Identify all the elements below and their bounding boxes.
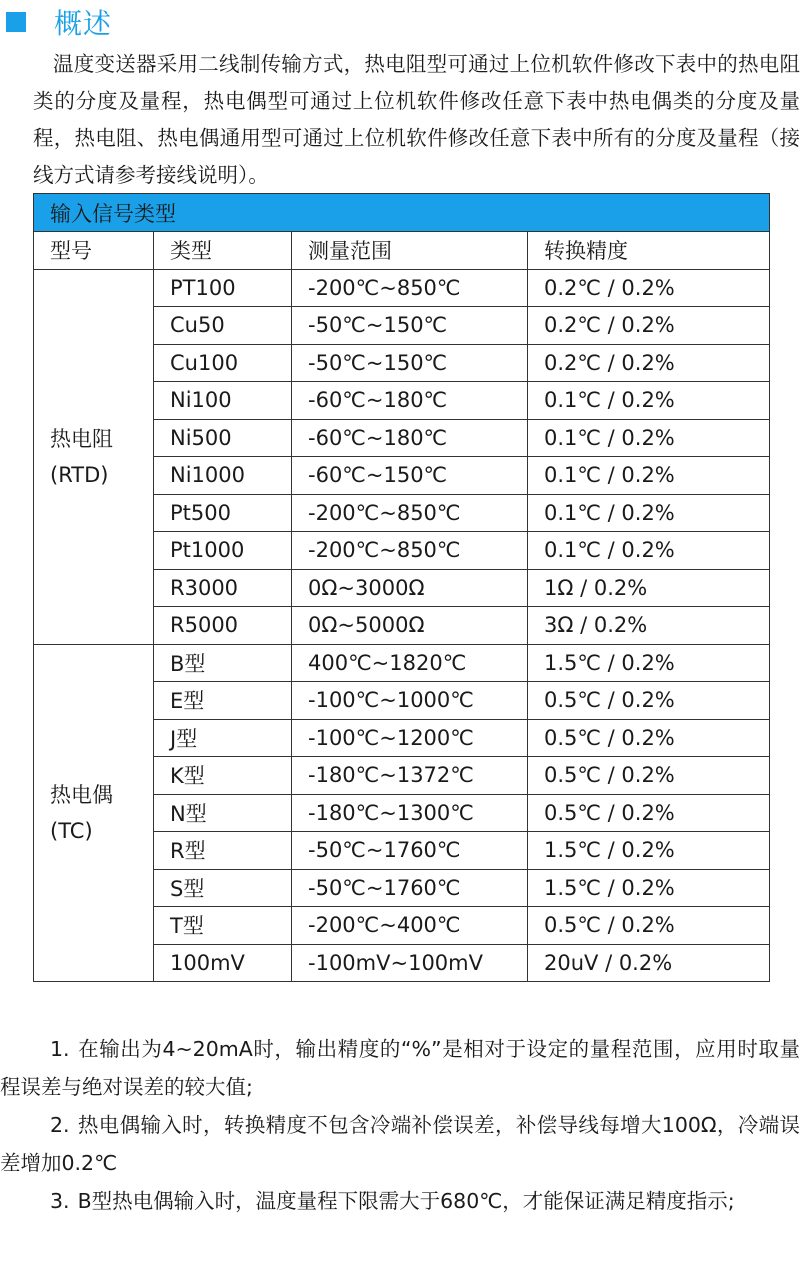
table-body — [34, 269, 770, 982]
cell-type: R型 — [154, 832, 292, 870]
cell-accuracy: 0.5℃ / 0.2% — [528, 719, 770, 757]
section-heading — [6, 0, 112, 44]
cell-range: -180℃~1372℃ — [292, 757, 528, 795]
cell-type: R5000 — [154, 607, 292, 645]
cell-accuracy: 3Ω / 0.2% — [528, 607, 770, 645]
cell-type: Ni1000 — [154, 457, 292, 495]
cell-range: -100mV~100mV — [292, 944, 528, 982]
cell-type: R3000 — [154, 569, 292, 607]
cell-range: 0Ω~3000Ω — [292, 569, 528, 607]
cell-type: Pt1000 — [154, 532, 292, 570]
table-header-row — [34, 232, 770, 270]
cell-range: -60℃~180℃ — [292, 419, 528, 457]
intro-paragraph: 温度变送器采用二线制传输方式，热电阻型可通过上位机软件修改下表中的热电阻类的分度及量程，热电偶型可通过上位机软件修改任意下表中热电偶类的分度及量程，热电阻、热电偶通用型可通过上位机软件修改任意下表中所有的分度及量程（接线方式请参考接线说明）。 — [33, 52, 800, 187]
cell-type: Ni100 — [154, 382, 292, 420]
cell-accuracy: 0.1℃ / 0.2% — [528, 457, 770, 495]
cell-type: PT100 — [154, 269, 292, 307]
cell-type: Pt500 — [154, 494, 292, 532]
note-text: 热电偶输入时，转换精度不包含冷端补偿误差，补偿导线每增大100Ω，冷端误差增加0.2℃ — [0, 1113, 800, 1175]
header-accuracy: 转换精度 — [528, 232, 770, 270]
cell-accuracy: 0.1℃ / 0.2% — [528, 494, 770, 532]
cell-accuracy: 0.1℃ / 0.2% — [528, 532, 770, 570]
cell-type: E型 — [154, 682, 292, 720]
table-banner: 输入信号类型 — [34, 194, 770, 232]
cell-type: J型 — [154, 719, 292, 757]
section-title: 概述 — [54, 7, 113, 40]
header-model: 型号 — [34, 232, 154, 270]
input-signal-table — [33, 193, 770, 982]
cell-type: 100mV — [154, 944, 292, 982]
note-number: 3. — [50, 1189, 70, 1213]
cell-accuracy: 0.1℃ / 0.2% — [528, 419, 770, 457]
group-name: 热电阻 — [50, 426, 113, 451]
cell-accuracy: 0.1℃ / 0.2% — [528, 382, 770, 420]
cell-type: K型 — [154, 757, 292, 795]
group-cell — [34, 269, 154, 644]
cell-range: 0Ω~5000Ω — [292, 607, 528, 645]
note-item — [0, 1106, 800, 1182]
cell-accuracy: 0.2℃ / 0.2% — [528, 269, 770, 307]
cell-type: Ni500 — [154, 419, 292, 457]
cell-accuracy: 1Ω / 0.2% — [528, 569, 770, 607]
table-row — [34, 269, 770, 307]
heading-square-icon — [6, 12, 26, 32]
cell-range: -60℃~150℃ — [292, 457, 528, 495]
cell-accuracy: 1.5℃ / 0.2% — [528, 832, 770, 870]
cell-accuracy: 20uV / 0.2% — [528, 944, 770, 982]
header-range: 测量范围 — [292, 232, 528, 270]
cell-range: -50℃~1760℃ — [292, 869, 528, 907]
cell-type: T型 — [154, 907, 292, 945]
cell-range: -50℃~150℃ — [292, 344, 528, 382]
cell-type: S型 — [154, 869, 292, 907]
cell-accuracy: 0.5℃ / 0.2% — [528, 907, 770, 945]
cell-range: -200℃~850℃ — [292, 532, 528, 570]
group-cell — [34, 644, 154, 982]
cell-range: -50℃~1760℃ — [292, 832, 528, 870]
notes-section — [0, 1030, 800, 1220]
cell-accuracy: 0.2℃ / 0.2% — [528, 344, 770, 382]
cell-accuracy: 0.5℃ / 0.2% — [528, 682, 770, 720]
note-text: 在输出为4~20mA时，输出精度的“%”是相对于设定的量程范围，应用时取量程误差与绝对误差的较大值; — [0, 1037, 800, 1099]
cell-type: Cu100 — [154, 344, 292, 382]
cell-accuracy: 1.5℃ / 0.2% — [528, 869, 770, 907]
note-number: 2. — [50, 1113, 70, 1137]
cell-range: -200℃~850℃ — [292, 269, 528, 307]
cell-range: 400℃~1820℃ — [292, 644, 528, 682]
cell-range: -200℃~400℃ — [292, 907, 528, 945]
cell-range: -50℃~150℃ — [292, 307, 528, 345]
group-abbr: (RTD) — [50, 462, 109, 487]
cell-range: -60℃~180℃ — [292, 382, 528, 420]
cell-range: -100℃~1200℃ — [292, 719, 528, 757]
group-name: 热电偶 — [50, 782, 113, 807]
cell-accuracy: 0.5℃ / 0.2% — [528, 794, 770, 832]
cell-accuracy: 1.5℃ / 0.2% — [528, 644, 770, 682]
cell-type: N型 — [154, 794, 292, 832]
note-number: 1. — [50, 1037, 70, 1061]
header-type: 类型 — [154, 232, 292, 270]
cell-range: -180℃~1300℃ — [292, 794, 528, 832]
cell-type: B型 — [154, 644, 292, 682]
group-abbr: (TC) — [50, 818, 93, 843]
cell-accuracy: 0.2℃ / 0.2% — [528, 307, 770, 345]
note-item — [0, 1182, 800, 1220]
cell-type: Cu50 — [154, 307, 292, 345]
cell-range: -200℃~850℃ — [292, 494, 528, 532]
cell-accuracy: 0.5℃ / 0.2% — [528, 757, 770, 795]
note-item — [0, 1030, 800, 1106]
note-text: B型热电偶输入时，温度量程下限需大于680℃，才能保证满足精度指示; — [77, 1189, 735, 1213]
table-row — [34, 644, 770, 682]
cell-range: -100℃~1000℃ — [292, 682, 528, 720]
